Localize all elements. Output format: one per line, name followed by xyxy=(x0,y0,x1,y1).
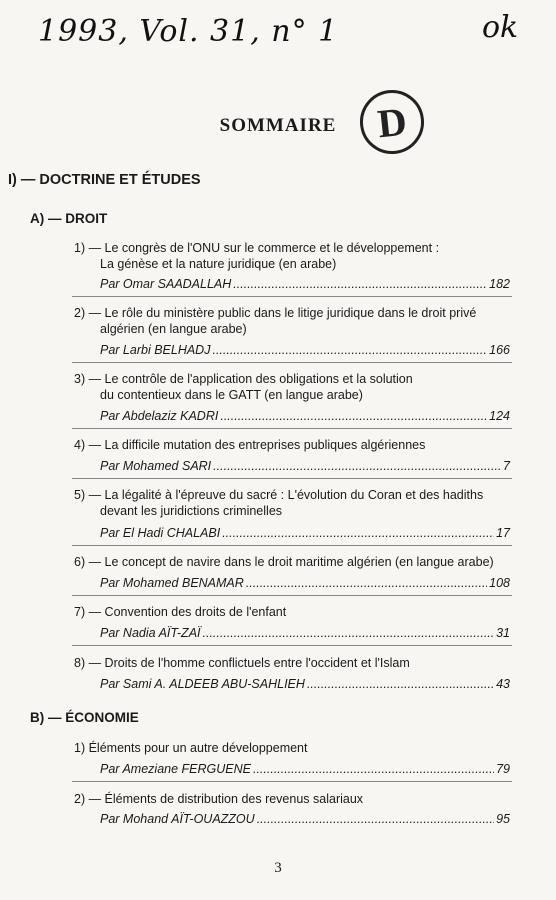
section-heading: I) — DOCTRINE ET ÉTUDES xyxy=(8,172,201,188)
entry-author-line xyxy=(100,277,510,291)
entry-page: 43 xyxy=(496,677,510,691)
entry-author: Par El Hadi CHALABI xyxy=(100,526,221,540)
entry-author: Par Mohamed SARI xyxy=(100,459,212,473)
leader-dots xyxy=(203,626,495,640)
entry-author-line xyxy=(100,343,510,357)
toc-entry xyxy=(74,791,510,807)
entry-title: 4) — La difficile mutation des entreprises publiques algériennes xyxy=(74,438,426,452)
entry-author-line xyxy=(100,459,510,473)
entry-author: Par Mohamed BENAMAR xyxy=(100,576,244,590)
entry-title: 3) — Le contrôle de l'application des obligations et la solution xyxy=(74,372,413,386)
leader-dots xyxy=(253,762,494,776)
leader-dots xyxy=(212,343,487,357)
page-number: 3 xyxy=(274,860,282,876)
toc-entry xyxy=(74,437,510,453)
page-title: SOMMAIRE xyxy=(219,115,337,136)
entry-page: 124 xyxy=(489,409,510,423)
entry-title-continued: algérien (en langue arabe) xyxy=(100,322,247,336)
entry-author-line xyxy=(100,576,510,590)
entry-title: 2) — Le rôle du ministère public dans le litige juridique dans le droit privé xyxy=(74,306,477,320)
ok-mark: ok xyxy=(482,10,519,45)
toc-entry xyxy=(74,487,510,519)
entry-title-continued: La génèse et la nature juridique (en arabe) xyxy=(100,257,337,271)
divider xyxy=(72,545,512,546)
divider xyxy=(72,645,512,646)
subsection-heading-droit: A) — DROIT xyxy=(30,211,108,226)
entry-author: Par Nadia AÏT-ZAÏ xyxy=(100,626,201,640)
toc-entry xyxy=(74,604,510,620)
entry-author: Par Omar SAADALLAH xyxy=(100,277,232,291)
entry-page: 95 xyxy=(496,812,510,826)
stamp-letter: D xyxy=(375,98,409,146)
entry-author-line xyxy=(100,812,510,826)
library-stamp xyxy=(357,87,427,157)
entry-author: Par Ameziane FERGUENE xyxy=(100,762,251,776)
toc-entry xyxy=(74,655,510,671)
entry-page: 79 xyxy=(496,762,510,776)
divider xyxy=(72,478,512,479)
toc-entry xyxy=(74,554,510,570)
entry-title-continued: du contentieux dans le GATT (en langue arabe) xyxy=(100,388,363,402)
leader-dots xyxy=(220,409,487,423)
entry-author: Par Larbi BELHADJ xyxy=(100,343,211,357)
entry-author: Par Abdelaziz KADRI xyxy=(100,409,219,423)
entry-title: 8) — Droits de l'homme conflictuels entre l'occident et l'Islam xyxy=(74,656,410,670)
toc-entry xyxy=(74,371,510,403)
entry-title: 1) Éléments pour un autre développement xyxy=(74,741,308,755)
subsection-heading-economie: B) — ÉCONOMIE xyxy=(30,710,139,725)
entry-author-line xyxy=(100,762,510,776)
entry-title: 6) — Le concept de navire dans le droit maritime algérien (en langue arabe) xyxy=(74,555,494,569)
toc-entry xyxy=(74,740,510,756)
handwritten-reference: 1993, Vol. 31, n° 1 xyxy=(38,14,339,49)
entry-page: 166 xyxy=(489,343,510,357)
divider xyxy=(72,781,512,782)
entry-author-line xyxy=(100,626,510,640)
leader-dots xyxy=(257,812,494,826)
entry-page: 17 xyxy=(496,526,510,540)
divider xyxy=(72,595,512,596)
entry-title: 2) — Éléments de distribution des revenus salariaux xyxy=(74,792,364,806)
entry-author-line xyxy=(100,677,510,691)
entry-page: 31 xyxy=(496,626,510,640)
divider xyxy=(72,362,512,363)
entry-title: 7) — Convention des droits de l'enfant xyxy=(74,605,287,619)
entry-page: 182 xyxy=(489,277,510,291)
entry-author-line xyxy=(100,409,510,423)
entry-title-continued: devant les juridictions criminelles xyxy=(100,504,283,518)
leader-dots xyxy=(246,576,487,590)
entry-page: 108 xyxy=(489,576,510,590)
leader-dots xyxy=(233,277,487,291)
leader-dots xyxy=(213,459,501,473)
entry-title: 1) — Le congrès de l'ONU sur le commerce et le développement : xyxy=(74,241,440,255)
toc-entry xyxy=(74,305,510,337)
entry-author: Par Sami A. ALDEEB ABU-SAHLIEH xyxy=(100,677,305,691)
leader-dots xyxy=(222,526,494,540)
entry-page: 7 xyxy=(503,459,510,473)
entry-author-line xyxy=(100,526,510,540)
entry-title: 5) — La légalité à l'épreuve du sacré : L'évolution du Coran et des hadiths xyxy=(74,488,484,502)
entry-author: Par Mohand AÏT-OUAZZOU xyxy=(100,812,255,826)
divider xyxy=(72,296,512,297)
leader-dots xyxy=(307,677,494,691)
divider xyxy=(72,428,512,429)
toc-entry xyxy=(74,240,510,272)
